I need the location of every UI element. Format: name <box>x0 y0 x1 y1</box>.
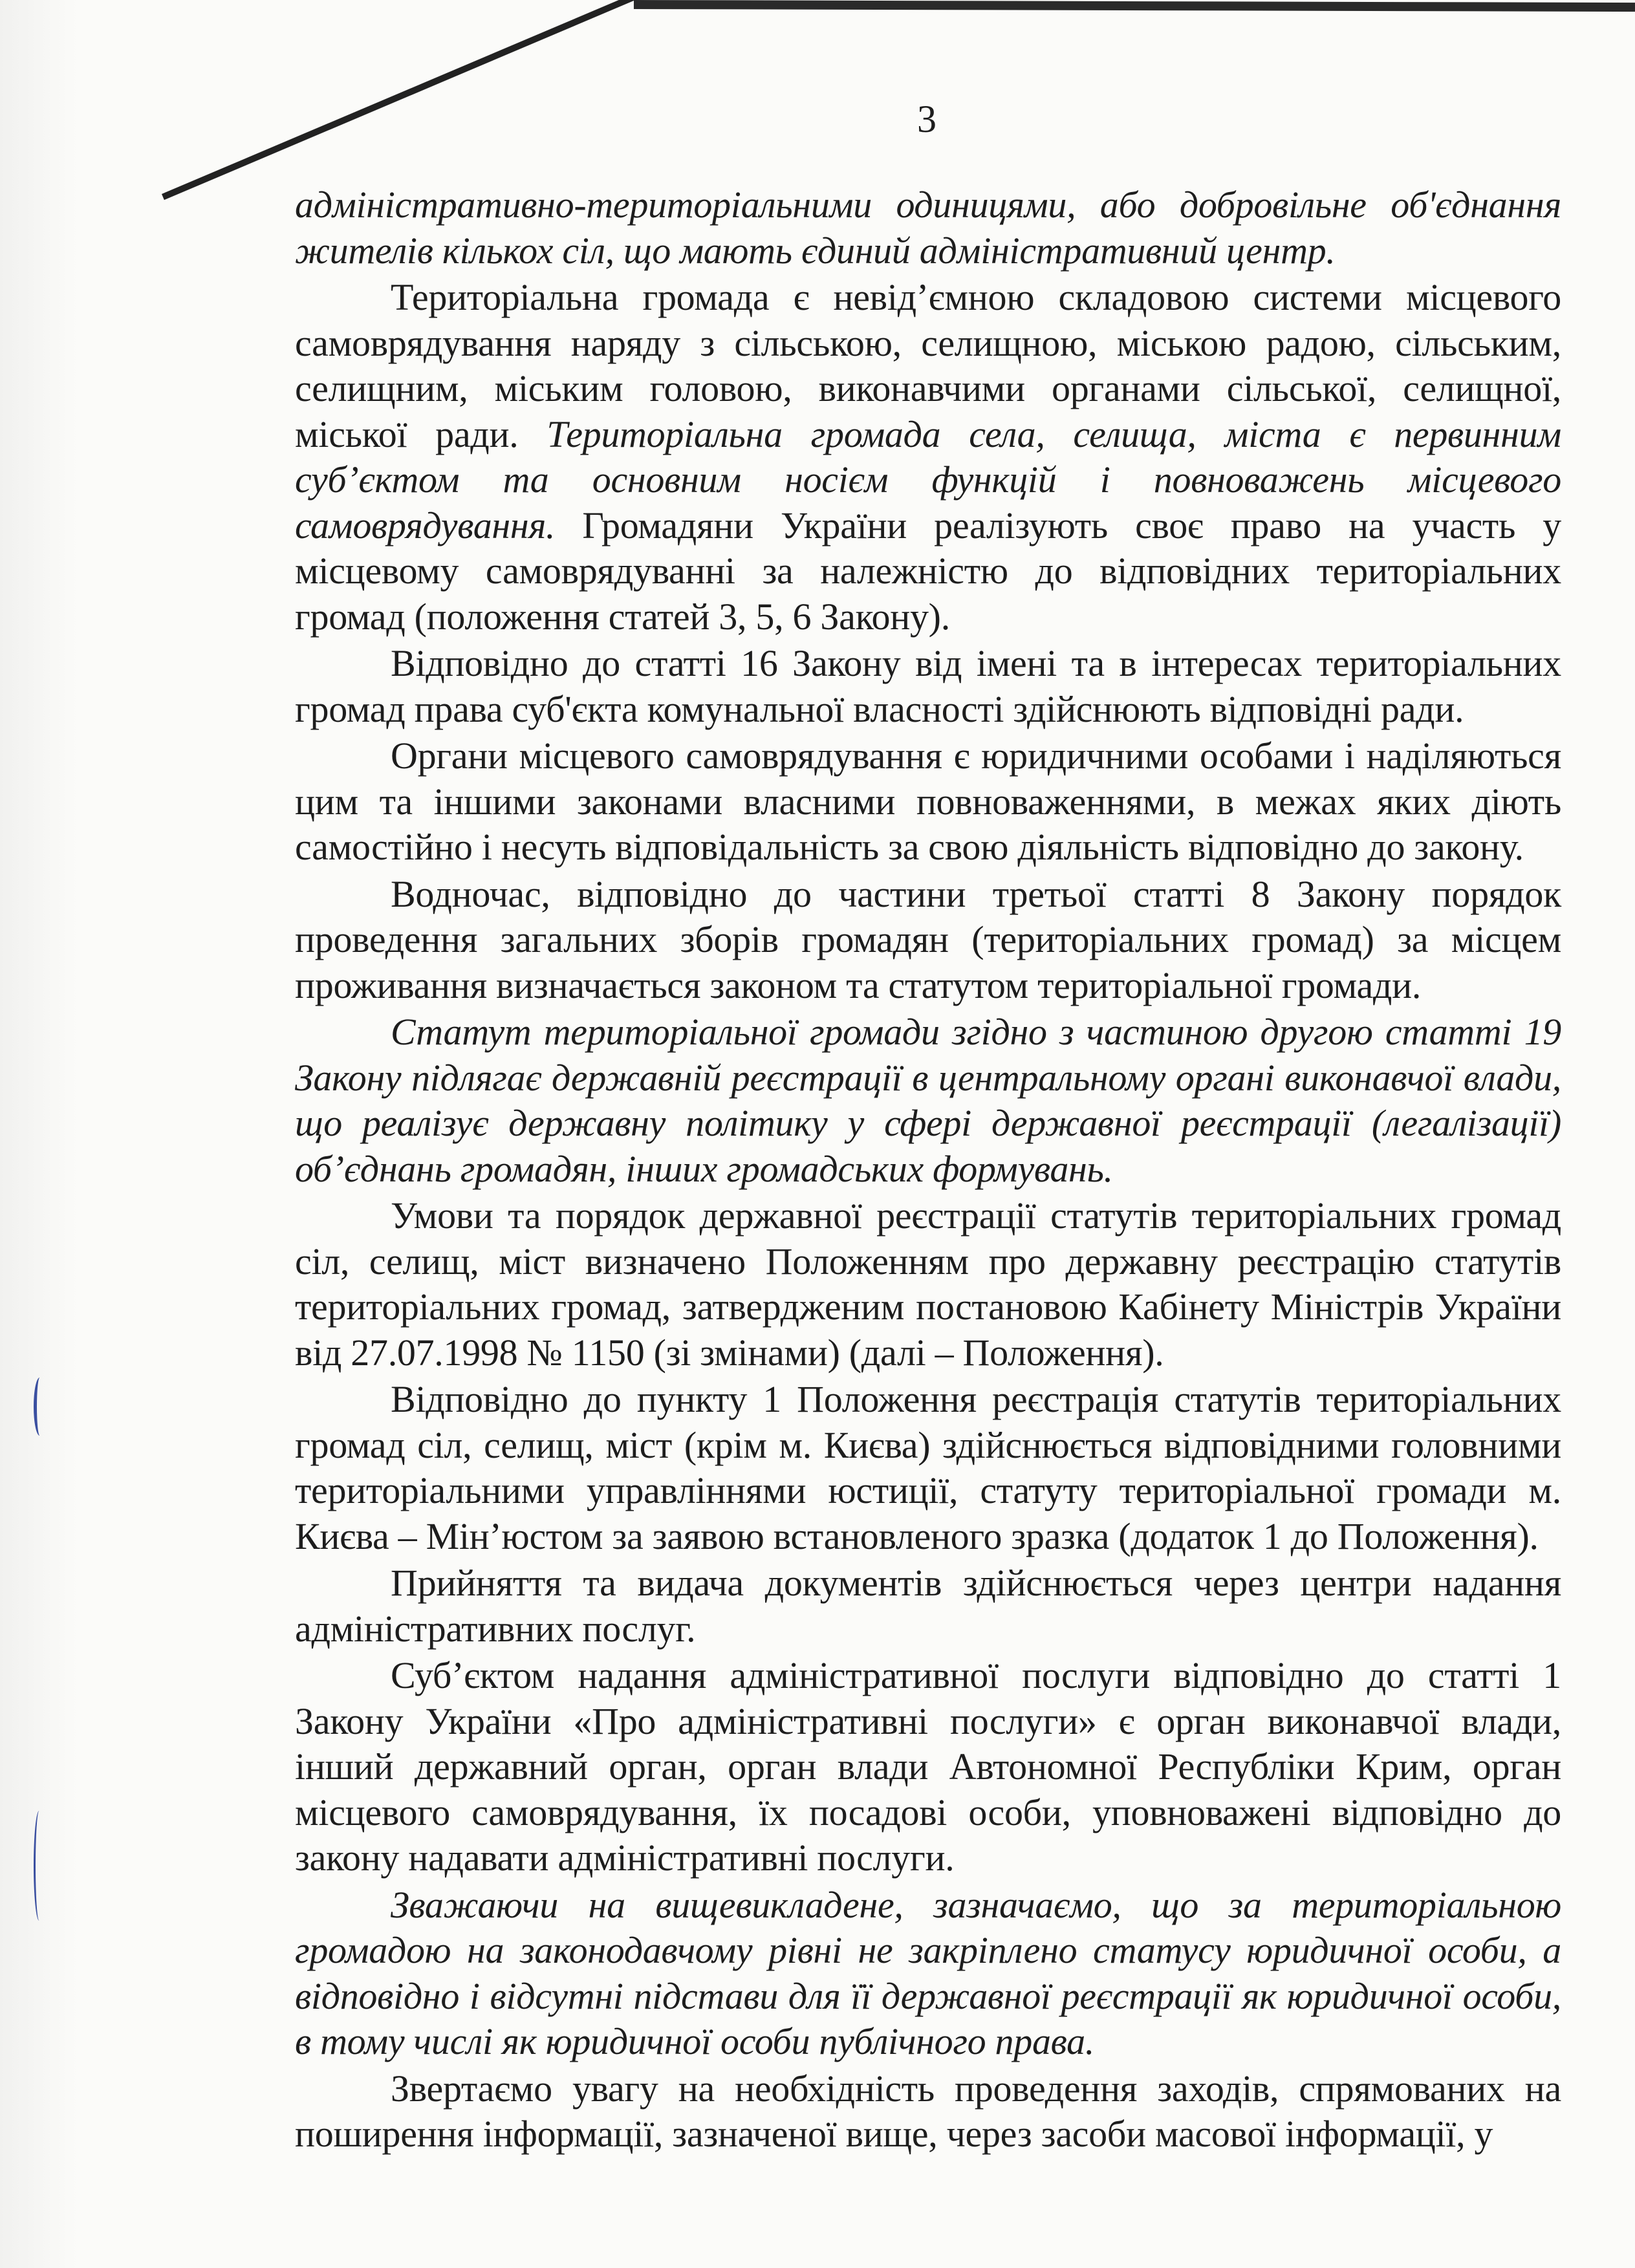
text-segment: Суб’єктом надання адміністративної послуги відповідно до статті 1 Закону України «Про адміністративні послуги» є орган виконавчої влади, інший державний орган, орган влади Автономної Республіки Крим, орган місцевого самоврядування, їх посадові особи, уповноважені відповідно до закону надавати адміністративні послуги. <box>295 1654 1561 1879</box>
scan-shadow <box>0 0 78 2268</box>
text-segment: Відповідно до пункту 1 Положення реєстрація статутів територіальних громад сіл, селищ, міст (крім м. Києва) здійснюється відповідними головними територіальними управліннями юстиції, статуту територіальної громади м. Києва – Мін’юстом за заявою встановленого зразка (додаток 1 до Положення). <box>295 1378 1561 1557</box>
text-segment: Громадяни України реалізують своє право на участь у місцевому самоврядуванні за належністю до відповідних територіальних громад (положення статей 3, 5, 6 Закону). <box>295 504 1561 638</box>
text-segment: Територіальна громада є невід’ємною складовою системи місцевого самоврядування наряду з сільською, селищною, міською радою, сільським, селищним, міським головою, виконавчими органами сільської, селищної, міської ради. <box>295 276 1561 455</box>
text-segment: Органи місцевого самоврядування є юридичними особами і наділяються цим та іншими законами власними повноваженнями, в межах яких діють самостійно і несуть відповідальність за свою діяльність відповідно до закону. <box>295 735 1561 868</box>
text-segment: Водночас, відповідно до частини третьої статті 8 Закону порядок проведення загальних зборів громадян (територіальних громад) за місцем проживання визначається законом та статутом територіальної громади. <box>295 872 1561 1006</box>
scan-fold-edge <box>634 0 1635 12</box>
paragraph <box>295 1561 1561 1652</box>
paragraph <box>295 1377 1561 1559</box>
document-body <box>295 182 1561 2159</box>
text-segment: Умови та порядок державної реєстрації статутів територіальних громад сіл, селищ, міст визначено Положенням про державну реєстрацію статутів територіальних громад, затвердженим постановою Кабінету Міністрів України від 27.07.1998 № 1150 (зі змінами) (далі – Положення). <box>295 1194 1561 1374</box>
pen-margin-mark <box>34 1811 45 1921</box>
paragraph <box>295 1010 1561 1192</box>
paragraph <box>295 733 1561 870</box>
italic-text-segment: Зважаючи на вищевикладене, зазначаємо, що за територіальною громадою на законодавчому рівні не закріплено статусу юридичної особи, а відповідно і відсутні підстави для її державної реєстрації як юридичної особи, в тому числі як юридичної особи публічного права. <box>295 1883 1561 2062</box>
paragraph <box>295 641 1561 732</box>
italic-text-segment: адміністративно-територіальними одиницями, або добровільне об'єднання жителів кількох сіл, що мають єдиний адміністративний центр. <box>295 184 1561 272</box>
italic-text-segment: Територіальна громада села, селища, міста є первинним суб’єктом та основним носієм функцій і повноважень місцевого самоврядування. <box>295 413 1561 546</box>
scan-fold-crease <box>162 0 653 200</box>
paragraph <box>295 872 1561 1009</box>
italic-text-segment: Статут територіальної громади згідно з частиною другою статті 19 Закону підлягає державній реєстрації в центральному органі виконавчої влади, що реалізує державну політику у сфері державної реєстрації (легалізації) об’єднань громадян, інших громадських формувань. <box>295 1011 1561 1190</box>
page-number: 3 <box>917 98 937 140</box>
paragraph <box>295 2066 1561 2157</box>
paragraph <box>295 275 1561 640</box>
paragraph <box>295 182 1561 274</box>
text-segment: Звертаємо увагу на необхідність проведення заходів, спрямованих на поширення інформації, зазначеної вище, через засоби масової інформації, у <box>295 2067 1561 2155</box>
text-segment: Відповідно до статті 16 Закону від імені та в інтересах територіальних громад права суб'єкта комунальної власності здійснюють відповідні ради. <box>295 642 1561 730</box>
paragraph <box>295 1883 1561 2065</box>
paragraph <box>295 1653 1561 1881</box>
text-segment: Прийняття та видача документів здійснюється через центри надання адміністративних послуг. <box>295 1562 1561 1650</box>
pen-margin-mark <box>34 1377 46 1436</box>
paragraph <box>295 1193 1561 1376</box>
